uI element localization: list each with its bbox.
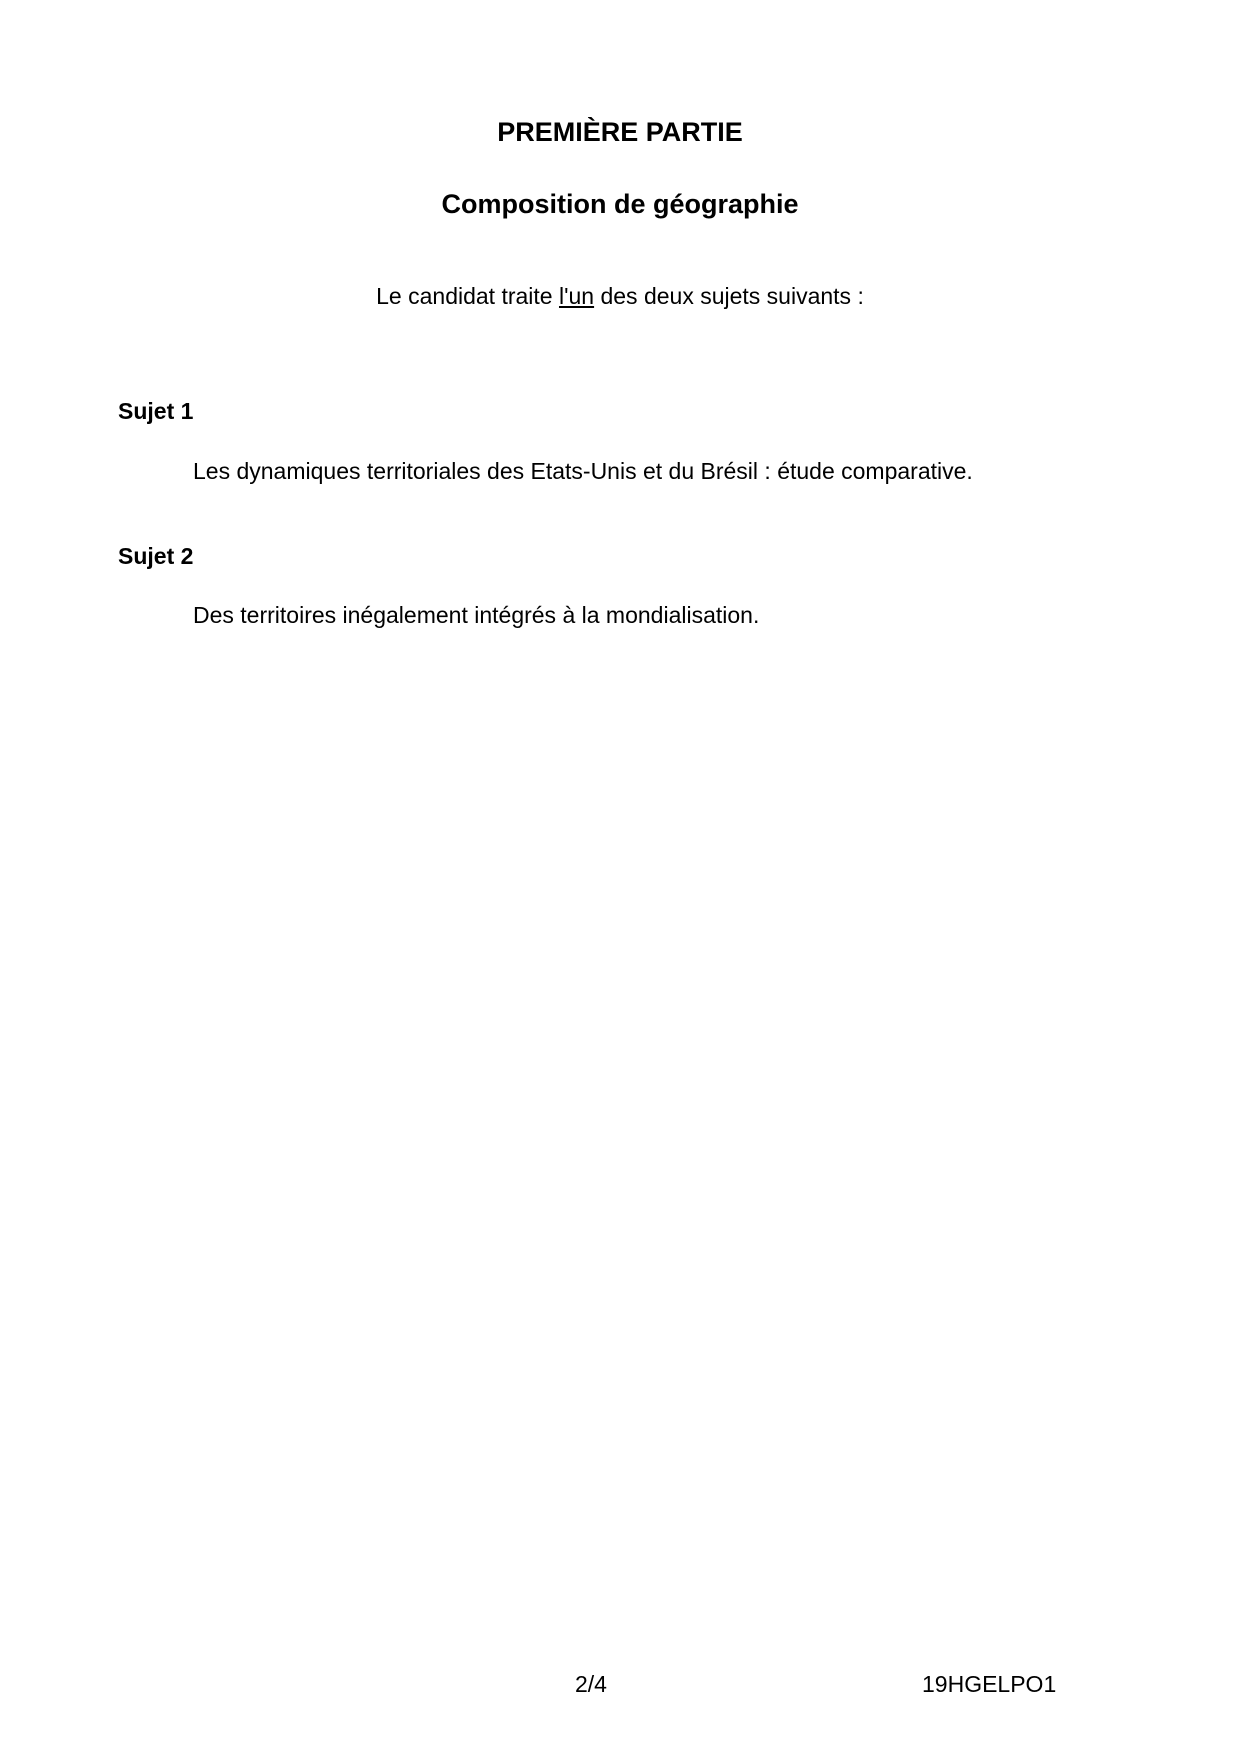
subject-2-label: Sujet 2 — [118, 543, 194, 569]
part-title: PREMIÈRE PARTIE — [497, 117, 743, 147]
instruction-underlined: l'un — [558, 283, 595, 309]
instruction-text — [0, 283, 1240, 310]
subject-1-label: Sujet 1 — [118, 398, 194, 424]
section-title: Composition de géographie — [441, 189, 799, 219]
document-code: 19HGELPO1 — [922, 1671, 1057, 1697]
subject-2-text: Des territoires inégalement intégrés à la mondialisation. — [193, 602, 760, 628]
subject-1-text: Les dynamiques territoriales des Etats-Unis et du Brésil : étude comparative. — [193, 458, 973, 484]
page-number: 2/4 — [575, 1671, 607, 1697]
instruction-before: Le candidat traite — [376, 283, 559, 309]
instruction-after: des deux sujets suivants : — [594, 283, 864, 309]
